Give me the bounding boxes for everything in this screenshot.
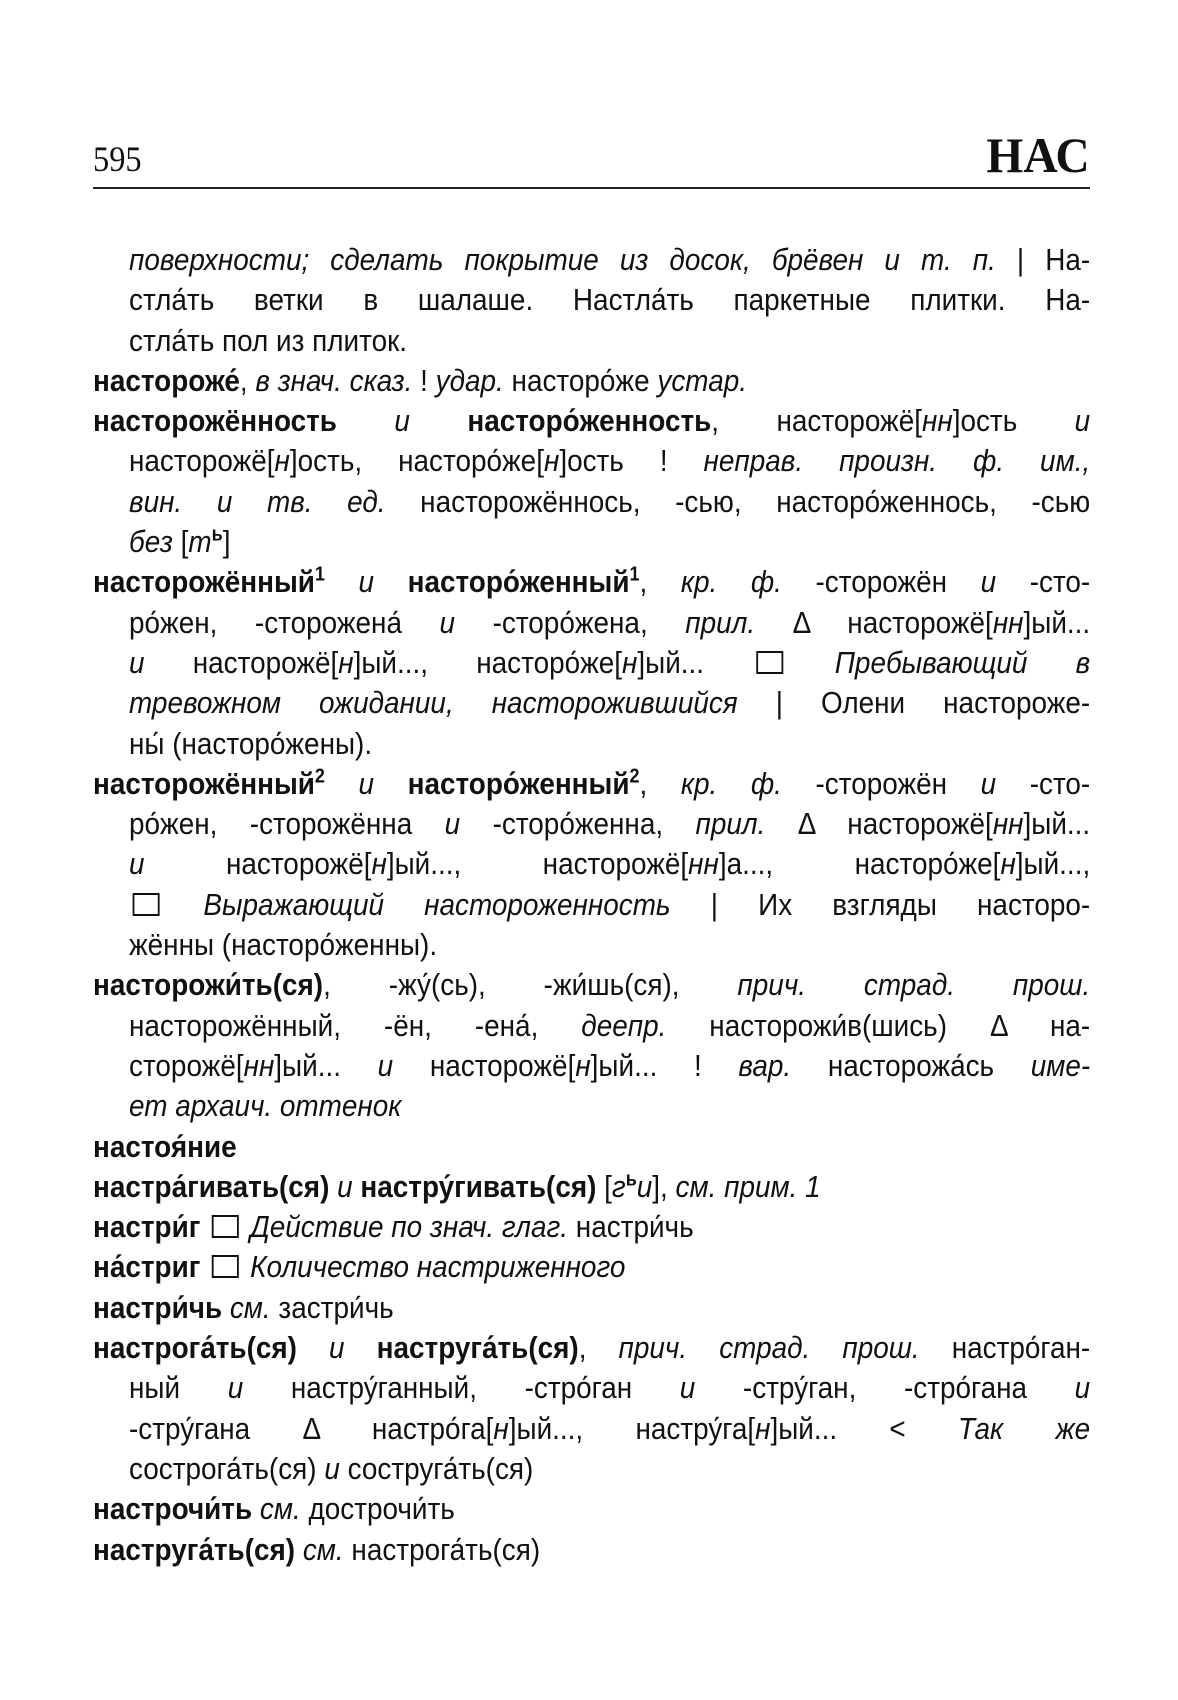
definition-box-icon xyxy=(212,1215,239,1238)
italic-label: ет архаич. оттенок xyxy=(129,1088,402,1124)
italic-label: нн xyxy=(243,1047,275,1083)
text xyxy=(200,1209,208,1244)
italic-label: и xyxy=(324,564,408,600)
entry-continuation-line xyxy=(129,685,1090,725)
italic-label: и xyxy=(679,1370,696,1406)
headword: насторожи́ть(ся) xyxy=(93,967,324,1003)
text: ро́жен, -сторожена́ xyxy=(129,604,440,640)
italic-label: н xyxy=(1000,846,1016,882)
text: насторо́же xyxy=(503,362,658,398)
text: -сторо́жена, xyxy=(455,604,686,640)
superscript: ь xyxy=(211,523,223,546)
entry-headline xyxy=(93,766,1090,806)
italic-label: н xyxy=(755,1410,771,1446)
entry-headline xyxy=(93,1330,1090,1370)
italic-label: н xyxy=(338,644,354,680)
text: ! xyxy=(412,362,436,398)
italic-label: и xyxy=(324,765,408,801)
superscript: ь xyxy=(625,1168,637,1191)
italic-label: и xyxy=(636,1168,653,1204)
italic-label: и xyxy=(329,1168,361,1204)
headword: насторожённый xyxy=(93,765,315,801)
italic-label: т xyxy=(188,524,212,560)
entry-headline xyxy=(93,1290,1090,1330)
italic-label: поверхности; сделать покрытие из досок, брёвен и т. п. xyxy=(129,242,996,277)
text: ]ый..., насторо́же[ xyxy=(353,644,623,680)
italic-label: деепр. xyxy=(581,1007,667,1043)
text: ]ость xyxy=(952,403,1075,439)
headword: настоя́ние xyxy=(93,1128,237,1164)
italic-label: кр. ф. xyxy=(680,564,782,600)
italic-label: н xyxy=(575,1047,591,1083)
entry-continuation-line xyxy=(129,1411,1090,1451)
italic-label: и xyxy=(1074,1370,1091,1406)
text: ]ость, насторо́же[ xyxy=(289,443,544,479)
entry-headline xyxy=(93,1129,1090,1169)
text: настру́ганный, -стро́ган xyxy=(243,1370,680,1406)
header-rule xyxy=(93,187,1090,189)
italic-label: име- xyxy=(1030,1047,1091,1083)
italic-label: тревожном ожидании, насторожившийся xyxy=(129,685,738,721)
text: , xyxy=(578,1330,619,1366)
text: ]а..., насторо́же[ xyxy=(718,846,1001,882)
text: ]ый... xyxy=(274,1047,378,1083)
superscript: 2 xyxy=(314,765,325,788)
headword: насторо́женность xyxy=(467,403,712,439)
entry-continuation-line xyxy=(129,282,1090,322)
italic-label: и xyxy=(1074,403,1091,439)
definition-box-icon xyxy=(133,893,160,916)
italic-label: и xyxy=(980,564,997,600)
text: -стру́гана Δ настро́га[ xyxy=(129,1410,494,1446)
italic-label: удар. xyxy=(435,362,504,398)
text: , xyxy=(639,765,681,801)
italic-label: и xyxy=(129,846,145,882)
headword: на́стриг xyxy=(93,1249,201,1285)
superscript: 2 xyxy=(629,765,640,788)
entry-continuation-line xyxy=(129,524,1090,564)
italic-label: прич. страд. прош. xyxy=(737,967,1091,1003)
text: соструга́ть(ся) xyxy=(339,1450,534,1486)
text: насторожё[ xyxy=(144,644,339,680)
italic-label: см. xyxy=(222,1289,271,1325)
headword: наструга́ть(ся) xyxy=(376,1330,579,1366)
text: Δ насторожё[ xyxy=(765,806,993,842)
text: насторожённось, -сью, насторо́женнось, -сью xyxy=(385,483,1091,519)
entry-continuation-line xyxy=(129,484,1090,524)
headword: настри́чь xyxy=(93,1289,223,1325)
entry-headline xyxy=(93,1491,1090,1531)
italic-label: и xyxy=(324,1450,340,1486)
text: ны́ (насторо́жены). xyxy=(129,725,373,761)
headword: насторожённый xyxy=(93,564,315,600)
section-heading: НАС xyxy=(986,127,1090,183)
text: , насторожё[ xyxy=(711,403,922,439)
italic-label: Действие по знач. глаг. xyxy=(242,1209,569,1245)
text: застри́чь xyxy=(270,1289,394,1325)
headword: насторо́женный xyxy=(407,564,630,600)
entry-continuation-line xyxy=(129,927,1090,967)
text: ]ый..., насторожё[ xyxy=(386,846,689,882)
text: настро́ган- xyxy=(919,1330,1091,1366)
text: -сто- xyxy=(996,564,1091,600)
italic-label: кр. ф. xyxy=(680,765,782,801)
italic-label: вар. xyxy=(738,1047,792,1083)
italic-label: нн xyxy=(992,604,1024,640)
headword: настри́г xyxy=(93,1209,201,1245)
page-number: 595 xyxy=(93,139,142,179)
italic-label: Пребывающий в xyxy=(786,644,1091,680)
page-header xyxy=(93,128,1090,184)
text: ]ый..., xyxy=(1015,846,1091,882)
italic-label: вин. и тв. ед. xyxy=(129,483,386,519)
entry-continuation-line xyxy=(129,323,1090,363)
text: насторожи́в(шись) Δ на- xyxy=(666,1007,1091,1043)
entry-continuation-line xyxy=(129,1048,1090,1088)
text: ]ый... < xyxy=(770,1410,959,1446)
italic-label: и xyxy=(980,765,997,801)
entry-headline xyxy=(93,363,1090,403)
text: , xyxy=(239,362,256,398)
text: ]ый..., настру́га[ xyxy=(508,1410,756,1446)
text: ]ость ! xyxy=(559,443,704,479)
headword: насторожённость xyxy=(93,403,337,439)
italic-label: прил. xyxy=(685,604,756,640)
entry-continuation-line xyxy=(129,846,1090,886)
italic-label: н xyxy=(622,644,638,680)
text: ]ый... ! xyxy=(590,1047,739,1083)
text: | Олени настороже- xyxy=(737,685,1091,721)
text: , -жу́(сь), -жи́шь(ся), xyxy=(323,967,738,1003)
italic-label: Выражающий настороженность xyxy=(163,886,671,922)
text: ]ый... xyxy=(1023,604,1091,640)
text: | Их взгляды насторо- xyxy=(670,886,1091,922)
definition-box-icon xyxy=(756,651,783,674)
text: насторожённый, -ён, -ена́, xyxy=(129,1007,582,1043)
text: ный xyxy=(129,1370,228,1406)
text: жённы (насторо́женны). xyxy=(129,927,438,963)
entry-continuation-line xyxy=(129,806,1090,846)
italic-label: Так же xyxy=(958,1410,1091,1446)
headword: настра́гивать(ся) xyxy=(93,1168,330,1204)
superscript: 1 xyxy=(314,564,325,587)
italic-label: Количество настриженного xyxy=(242,1249,626,1285)
text: настрога́ть(ся) xyxy=(343,1531,541,1567)
text: -сторо́женна, xyxy=(460,806,696,842)
italic-label: устар. xyxy=(657,362,747,398)
text: -сторожён xyxy=(781,765,981,801)
headword: настрога́ть(ся) xyxy=(93,1330,297,1366)
italic-label: прич. страд. прош. xyxy=(618,1330,920,1366)
italic-label: и xyxy=(444,806,461,842)
text: -стру́ган, -стро́гана xyxy=(695,1370,1075,1406)
entry-headline xyxy=(93,1249,1090,1289)
headword: настру́гивать(ся) xyxy=(360,1168,597,1204)
italic-label: и xyxy=(439,604,456,640)
text: настри́чь xyxy=(568,1209,694,1245)
italic-label: и xyxy=(377,1047,394,1083)
italic-label: см. прим. 1 xyxy=(675,1168,821,1204)
entry-continuation-line xyxy=(129,1451,1090,1491)
entry-continuation-line xyxy=(129,605,1090,645)
entry-headline xyxy=(93,1209,1090,1249)
italic-label: и xyxy=(227,1370,244,1406)
italic-label: нн xyxy=(992,806,1024,842)
text: ]ый... xyxy=(637,644,753,680)
italic-label: н xyxy=(274,443,290,479)
text: -сто- xyxy=(996,765,1091,801)
italic-label: и xyxy=(336,403,468,439)
italic-label: н xyxy=(493,1410,509,1446)
text: | На- xyxy=(995,242,1091,277)
italic-label: см. xyxy=(295,1531,344,1567)
entry-continuation-line xyxy=(129,1088,1090,1128)
text: ], xyxy=(652,1168,676,1204)
dictionary-body xyxy=(0,242,1178,1572)
text: Δ насторожё[ xyxy=(755,604,993,640)
text: насторожё[ xyxy=(129,443,275,479)
entry-headline xyxy=(93,1532,1090,1572)
entry-continuation-line xyxy=(129,726,1090,766)
headword: настороже́ xyxy=(93,362,240,398)
text: ро́жен, -сторожённа xyxy=(129,806,445,842)
italic-label: н xyxy=(543,443,560,479)
italic-label: в знач. сказ. xyxy=(255,362,413,398)
text: -сторожён xyxy=(781,564,981,600)
entry-headline xyxy=(93,967,1090,1007)
entry-continuation-line xyxy=(129,1008,1090,1048)
entry-continuation-line xyxy=(129,887,1090,927)
entry-continuation-line xyxy=(129,443,1090,483)
entry-continuation-line xyxy=(129,242,1090,282)
italic-label: неправ. произн. ф. им., xyxy=(703,443,1091,479)
italic-label: и xyxy=(296,1330,377,1366)
headword: настрочи́ть xyxy=(93,1491,253,1527)
italic-label: см. xyxy=(252,1491,301,1527)
text: сторожё[ xyxy=(129,1047,244,1083)
text: ] xyxy=(222,524,231,560)
italic-label: н xyxy=(371,846,387,882)
entry-continuation-line xyxy=(129,645,1090,685)
text: ]ый... xyxy=(1023,806,1091,842)
headword: насторо́женный xyxy=(407,765,630,801)
text: насторожё[ xyxy=(144,846,372,882)
text: дострочи́ть xyxy=(300,1491,455,1527)
text: сострога́ть(ся) xyxy=(129,1450,325,1486)
headword: наструга́ть(ся) xyxy=(93,1531,296,1567)
text: стла́ть пол из плиток. xyxy=(129,322,408,358)
text: , xyxy=(639,564,681,600)
italic-label: прил. xyxy=(695,806,766,842)
italic-label: нн xyxy=(921,403,953,439)
text: [ xyxy=(596,1168,612,1204)
text: насторожа́сь xyxy=(791,1047,1031,1083)
text: стла́ть ветки в шалаше. Настла́ть паркетные плитки. На- xyxy=(129,282,1091,318)
text xyxy=(200,1249,208,1284)
entry-headline xyxy=(93,564,1090,604)
text: [ xyxy=(172,524,189,560)
italic-label: и xyxy=(129,644,145,680)
italic-label: нн xyxy=(688,846,719,882)
text: насторожё[ xyxy=(393,1047,576,1083)
definition-box-icon xyxy=(212,1255,239,1278)
italic-label: г xyxy=(611,1168,626,1204)
superscript: 1 xyxy=(629,564,640,587)
entry-headline xyxy=(93,1169,1090,1209)
entry-continuation-line xyxy=(129,1370,1090,1410)
italic-label: без xyxy=(129,524,173,560)
entry-headline xyxy=(93,403,1090,443)
